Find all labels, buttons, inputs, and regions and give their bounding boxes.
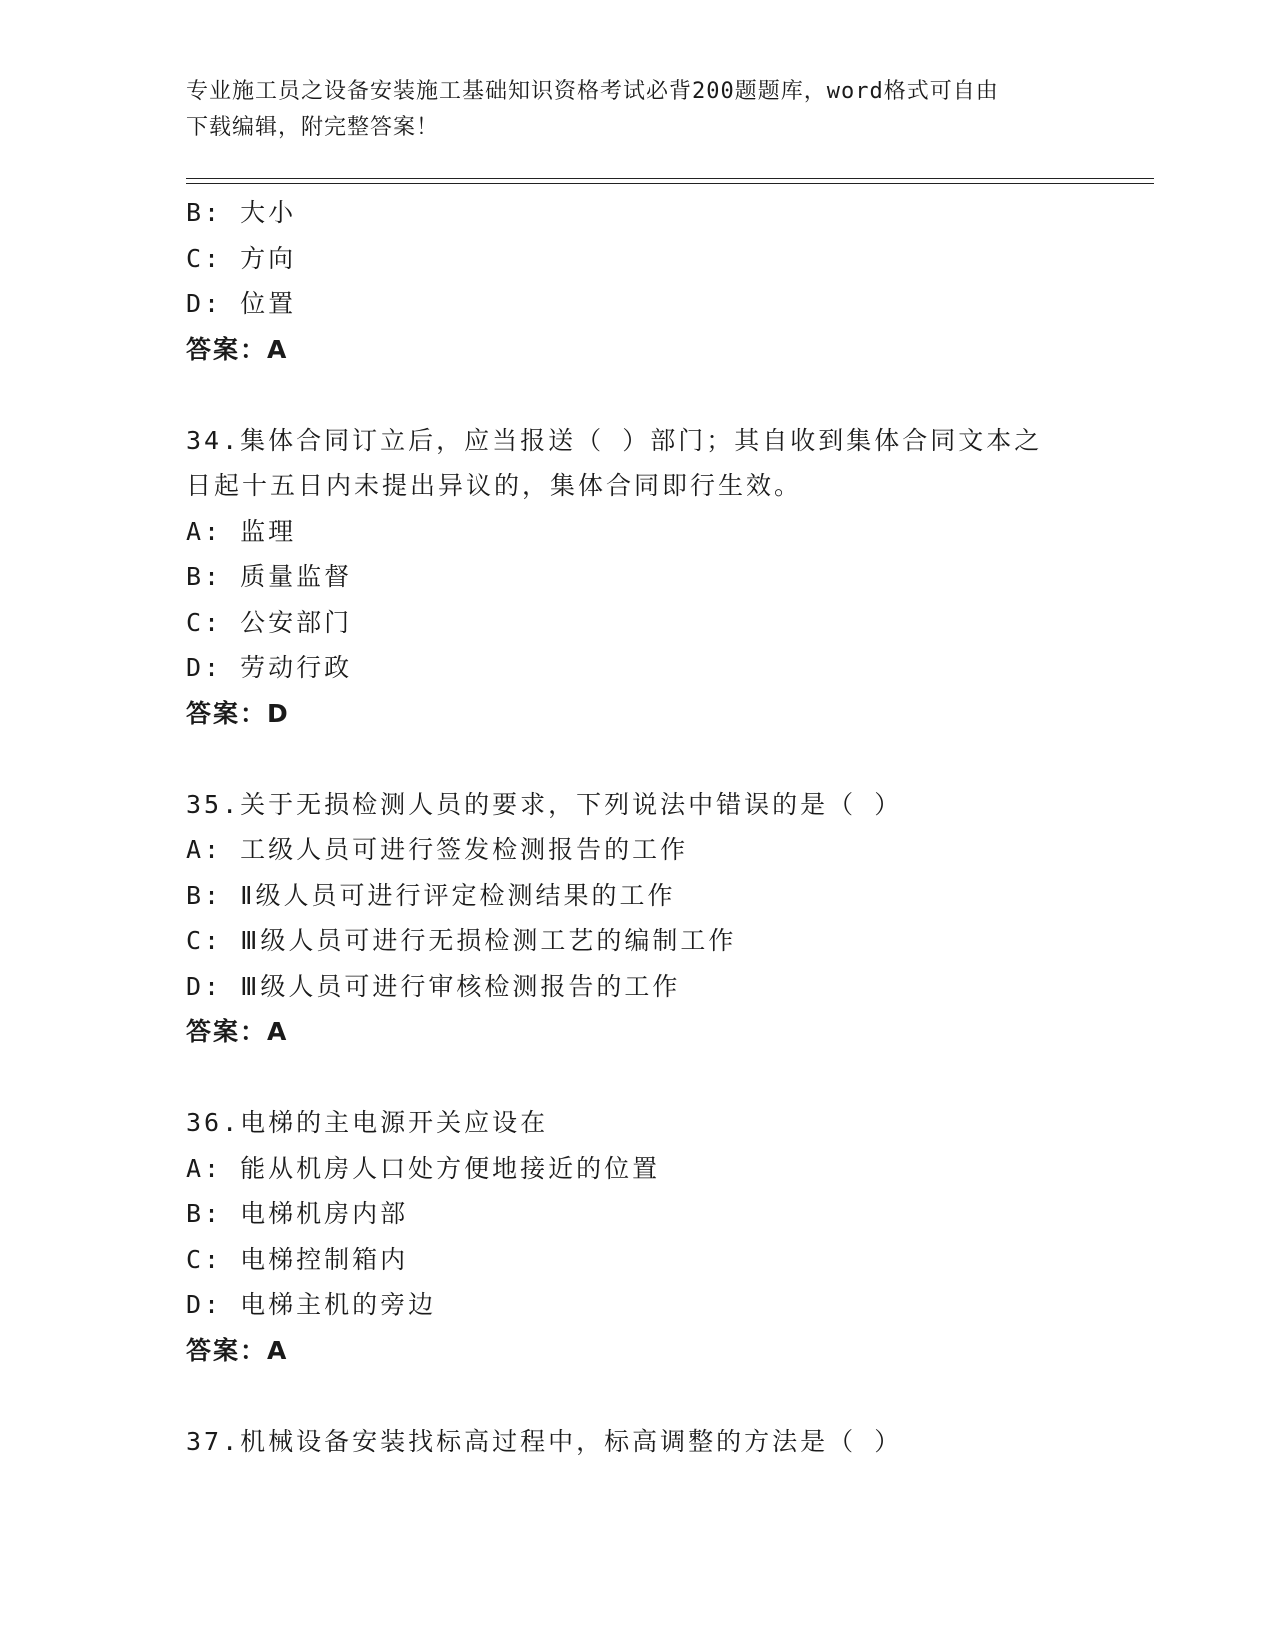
question-stem-line-1: 37.机械设备安装找标高过程中，标高调整的方法是（ ） <box>186 1426 903 1456</box>
header-title-line-2: 下载编辑，附完整答案！ <box>186 115 440 140</box>
option-d: D: 位置 <box>186 289 297 318</box>
answer-line: 答案：D <box>186 698 290 728</box>
option-c: C: 公安部门 <box>186 607 353 637</box>
option-c: C: 电梯控制箱内 <box>186 1244 409 1274</box>
question-33-continued <box>186 190 1086 372</box>
option-c: C: 方向 <box>186 243 297 273</box>
question-stem-line-1: 35.关于无损检测人员的要求，下列说法中错误的是（ ） <box>186 789 903 819</box>
question-stem-line-1: 34.集体合同订立后，应当报送（ ）部门；其自收到集体合同文本之 <box>186 425 1043 455</box>
question-36 <box>186 1100 1086 1373</box>
answer-line: 答案：A <box>186 1335 289 1365</box>
option-b: B: Ⅱ级人员可进行评定检测结果的工作 <box>186 880 676 910</box>
question-stem-line-2: 日起十五日内未提出异议的，集体合同即行生效。 <box>186 471 803 500</box>
question-35 <box>186 782 1086 1055</box>
option-d: D: 电梯主机的旁边 <box>186 1290 437 1319</box>
question-stem-line-1: 36.电梯的主电源开关应设在 <box>186 1108 549 1137</box>
answer-line: 答案：A <box>186 1017 289 1046</box>
header-divider-top <box>186 178 1154 179</box>
option-d: D: 劳动行政 <box>186 653 353 682</box>
option-b: B: 大小 <box>186 198 297 227</box>
question-37 <box>186 1419 1086 1465</box>
question-list <box>186 190 1086 1464</box>
answer-line: 答案：A <box>186 334 289 364</box>
option-b: B: 电梯机房内部 <box>186 1199 409 1228</box>
document-header <box>186 74 1066 146</box>
option-a: A: 能从机房人口处方便地接近的位置 <box>186 1153 661 1183</box>
header-divider-bottom <box>186 183 1154 184</box>
option-c: C: Ⅲ级人员可进行无损检测工艺的编制工作 <box>186 926 737 955</box>
option-d: D: Ⅲ级人员可进行审核检测报告的工作 <box>186 971 681 1001</box>
question-34 <box>186 418 1086 737</box>
header-title-line-1: 专业施工员之设备安装施工基础知识资格考试必背200题题库，word格式可自由 <box>186 79 999 104</box>
option-a: A: 监理 <box>186 516 297 546</box>
option-b: B: 质量监督 <box>186 562 353 591</box>
option-a: A: 工级人员可进行签发检测报告的工作 <box>186 835 689 864</box>
